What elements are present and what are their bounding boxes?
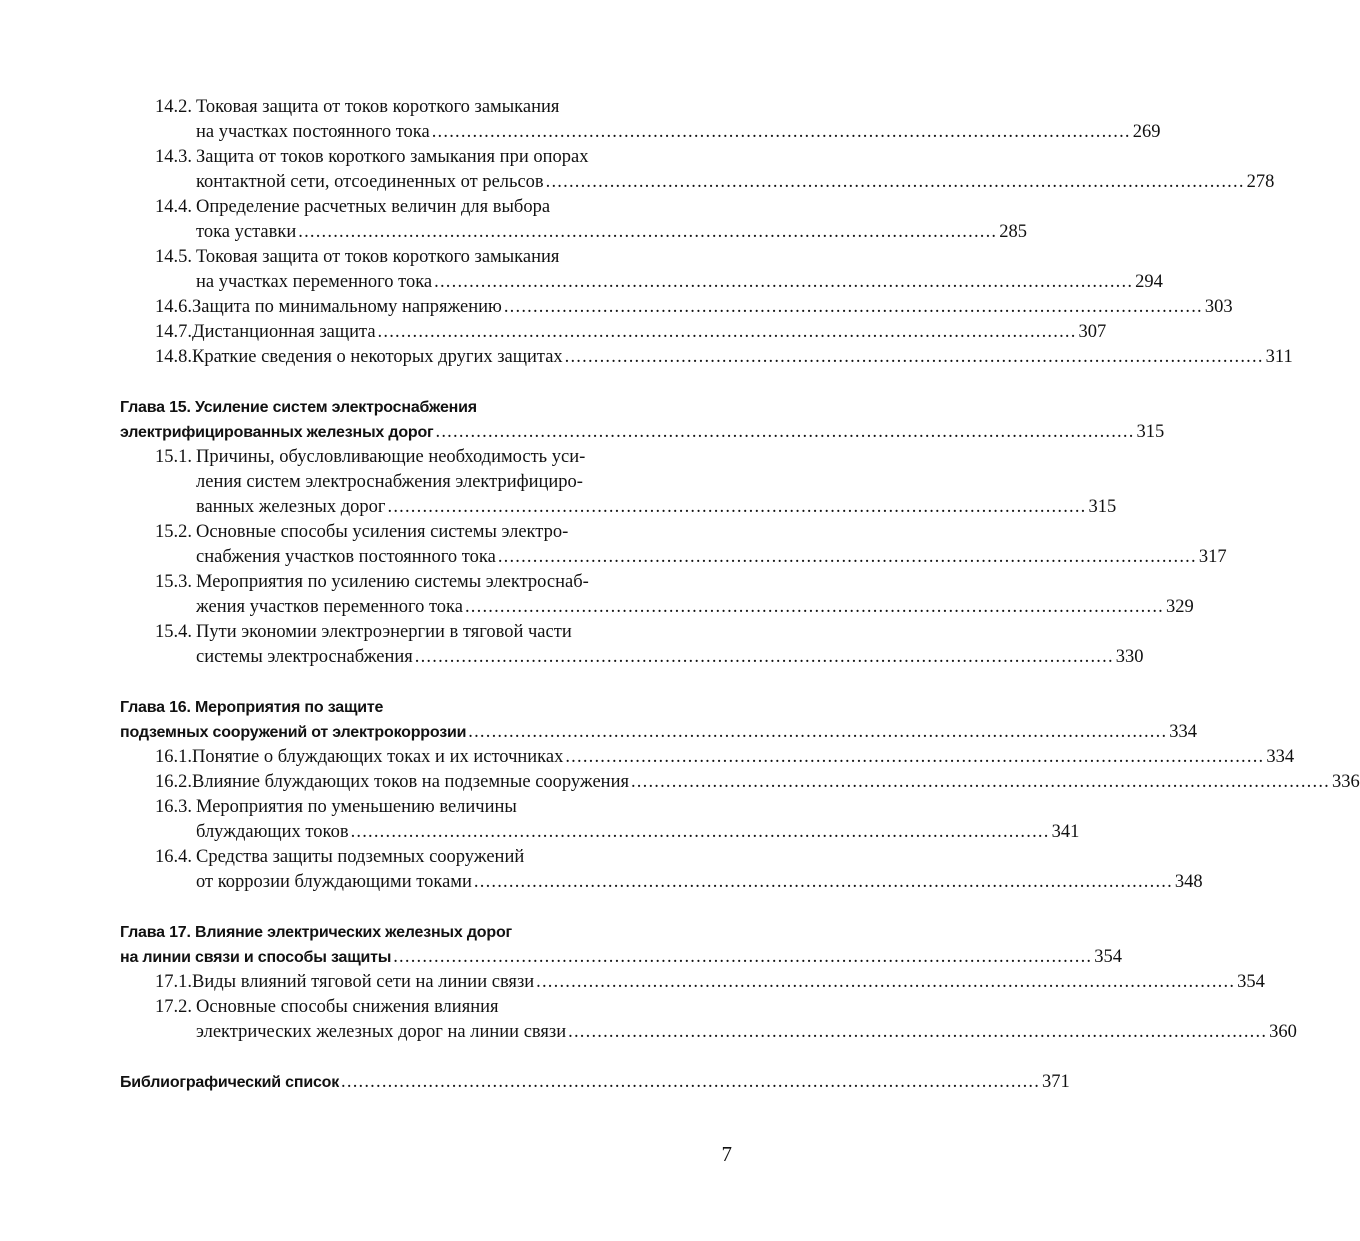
toc-entry-15-1-cont (0, 470, 875, 495)
section-title: Токовая защита от токов короткого замыкания (196, 247, 560, 267)
toc-entry-14-6 (155, 295, 1233, 320)
page-ref: 311 (1265, 347, 1293, 367)
page-ref: 317 (1198, 547, 1227, 567)
toc-entry-15-1-cont2 (196, 495, 1117, 520)
toc-entry-14-4-cont (196, 220, 1027, 245)
toc-entry-16-4-cont (196, 870, 1203, 895)
section-title-cont: системы электроснабжения (196, 647, 413, 667)
toc-entry-16-3 (0, 795, 875, 820)
page-ref: 348 (1174, 872, 1203, 892)
page-ref: 354 (1094, 947, 1122, 967)
dot-leader: ........................................................................................................................ (464, 597, 1164, 617)
dot-leader: ........................................................................................................................ (568, 1022, 1268, 1042)
section-title: Основные способы снижения влияния (196, 997, 499, 1017)
page-ref: 315 (1136, 422, 1165, 442)
toc-entry-14-5 (0, 245, 875, 270)
toc-entry-14-4 (0, 195, 875, 220)
toc-bibliography (120, 1070, 1070, 1095)
section-number: 16.3. (155, 797, 192, 817)
toc-chapter-17-cont (120, 945, 1122, 970)
section-title: Краткие сведения о некоторых других защитах (192, 347, 563, 367)
toc-entry-14-3-cont (196, 170, 1275, 195)
section-number: 14.7. (155, 322, 192, 342)
page-ref: 278 (1246, 172, 1275, 192)
page-ref: 329 (1165, 597, 1194, 617)
section-number: 15.1. (155, 447, 192, 467)
toc-entry-14-7 (155, 320, 1107, 345)
toc-entry-15-1 (0, 445, 875, 470)
dot-leader: ........................................................................................................................ (473, 872, 1173, 892)
dot-leader: ........................................................................................................................ (497, 547, 1197, 567)
section-number: 16.1. (155, 747, 192, 767)
toc-chapter-17 (0, 920, 875, 945)
toc-entry-15-2 (0, 520, 875, 545)
toc-entry-17-1 (155, 970, 1265, 995)
toc-entry-15-3-cont (196, 595, 1194, 620)
section-title-cont: ления систем электроснабжения электрифициро- (196, 472, 583, 492)
section-title-cont: от коррозии блуждающими токами (196, 872, 472, 892)
dot-leader: ........................................................................................................................ (545, 172, 1245, 192)
section-title-cont: ванных железных дорог (196, 497, 386, 517)
toc-entry-14-8 (155, 345, 1293, 370)
dot-leader: ........................................................................................................................ (393, 947, 1093, 967)
page-number: 7 (721, 1142, 732, 1166)
section-title-cont: на участках переменного тока (196, 272, 433, 292)
chapter-title-cont: подземных сооружений от электрокоррозии (120, 724, 467, 741)
section-number: 14.2. (155, 97, 192, 117)
toc-entry-16-3-cont (196, 820, 1080, 845)
section-title: Определение расчетных величин для выбора (196, 197, 551, 217)
section-number: 16.2. (155, 772, 192, 792)
section-title: Защита от токов короткого замыкания при опорах (196, 147, 589, 167)
section-title-cont: блуждающих токов (196, 822, 349, 842)
section-number: 14.4. (155, 197, 192, 217)
section-number: 17.2. (155, 997, 192, 1017)
toc-chapter-16 (0, 695, 875, 720)
section-title: Основные способы усиления системы электро- (196, 522, 569, 542)
section-title: Дистанционная защита (192, 322, 376, 342)
page-ref: 334 (1266, 747, 1295, 767)
chapter-title: Глава 16. Мероприятия по защите (120, 699, 384, 716)
dot-leader: ........................................................................................................................ (341, 1072, 1041, 1092)
dot-leader: ........................................................................................................................ (377, 322, 1077, 342)
section-title: Влияние блуждающих токов на подземные сооружения (192, 772, 629, 792)
section-title: Средства защиты подземных сооружений (196, 847, 525, 867)
chapter-title-cont: электрифицированных железных дорог (120, 424, 434, 441)
dot-leader: ........................................................................................................................ (630, 772, 1330, 792)
toc-entry-16-2 (155, 770, 1360, 795)
toc-entry-16-4 (0, 845, 875, 870)
page-ref: 303 (1204, 297, 1233, 317)
toc-entry-14-5-cont (196, 270, 1163, 295)
dot-leader: ........................................................................................................................ (468, 722, 1168, 742)
dot-leader: ........................................................................................................................ (434, 272, 1134, 292)
page-ref: 330 (1115, 647, 1144, 667)
toc-entry-15-4 (0, 620, 875, 645)
dot-leader: ........................................................................................................................ (431, 122, 1131, 142)
page-ref: 354 (1237, 972, 1265, 992)
section-title-cont: на участках постоянного тока (196, 122, 430, 142)
section-number: 17.1. (155, 972, 192, 992)
section-title-cont: контактной сети, отсоединенных от рельсов (196, 172, 544, 192)
toc-chapter-16-cont (120, 720, 1198, 745)
section-title-cont: снабжения участков постоянного тока (196, 547, 496, 567)
toc-entry-16-1 (155, 745, 1295, 770)
toc-entry-15-4-cont (196, 645, 1144, 670)
dot-leader: ........................................................................................................................ (387, 497, 1087, 517)
page-ref: 334 (1169, 722, 1198, 742)
section-title: Токовая защита от токов короткого замыкания (196, 97, 560, 117)
toc-entry-15-2-cont (196, 545, 1227, 570)
chapter-title-cont: на линии связи и способы защиты (120, 949, 392, 966)
page-ref: 336 (1331, 772, 1360, 792)
section-number: 14.3. (155, 147, 192, 167)
dot-leader: ........................................................................................................................ (350, 822, 1050, 842)
toc-entry-14-3 (0, 145, 875, 170)
section-number: 14.8. (155, 347, 192, 367)
section-title: Защита по минимальному напряжению (192, 297, 502, 317)
dot-leader: ........................................................................................................................ (536, 972, 1236, 992)
page-ref: 315 (1088, 497, 1117, 517)
section-number: 15.3. (155, 572, 192, 592)
section-title: Пути экономии электроэнергии в тяговой части (196, 622, 572, 642)
toc-chapter-15 (0, 395, 875, 420)
section-title: Мероприятия по уменьшению величины (196, 797, 517, 817)
section-title: Причины, обусловливающие необходимость уси- (196, 447, 586, 467)
dot-leader: ........................................................................................................................ (564, 347, 1264, 367)
toc-entry-15-3 (0, 570, 875, 595)
page-ref: 341 (1051, 822, 1080, 842)
toc-entry-17-2-cont (196, 1020, 1297, 1045)
chapter-title: Глава 17. Влияние электрических железных дорог (120, 924, 512, 941)
toc-entry-17-2 (0, 995, 875, 1020)
section-title: Виды влияний тяговой сети на линии связи (192, 972, 535, 992)
chapter-title: Глава 15. Усиление систем электроснабжения (120, 399, 477, 416)
section-title: Понятие о блуждающих токах и их источниках (192, 747, 564, 767)
dot-leader: ........................................................................................................................ (565, 747, 1265, 767)
page-ref: 371 (1042, 1072, 1070, 1092)
bibliography-title: Библиографический список (120, 1074, 340, 1091)
dot-leader: ........................................................................................................................ (414, 647, 1114, 667)
section-number: 16.4. (155, 847, 192, 867)
dot-leader: ........................................................................................................................ (503, 297, 1203, 317)
section-title-cont: электрических железных дорог на линии связи (196, 1022, 567, 1042)
section-title-cont: жения участков переменного тока (196, 597, 463, 617)
section-number: 14.5. (155, 247, 192, 267)
section-number: 15.4. (155, 622, 192, 642)
dot-leader: ........................................................................................................................ (298, 222, 998, 242)
page-ref: 269 (1132, 122, 1161, 142)
section-title-cont: тока уставки (196, 222, 297, 242)
section-title: Мероприятия по усилению системы электроснаб- (196, 572, 589, 592)
dot-leader: ........................................................................................................................ (435, 422, 1135, 442)
page-ref: 307 (1078, 322, 1107, 342)
toc-entry-14-2 (0, 95, 875, 120)
section-number: 15.2. (155, 522, 192, 542)
page-ref: 360 (1269, 1022, 1297, 1042)
section-number: 14.6. (155, 297, 192, 317)
page-ref: 294 (1135, 272, 1163, 292)
page-ref: 285 (999, 222, 1027, 242)
toc-entry-14-2-cont (196, 120, 1161, 145)
toc-chapter-15-cont (120, 420, 1165, 445)
